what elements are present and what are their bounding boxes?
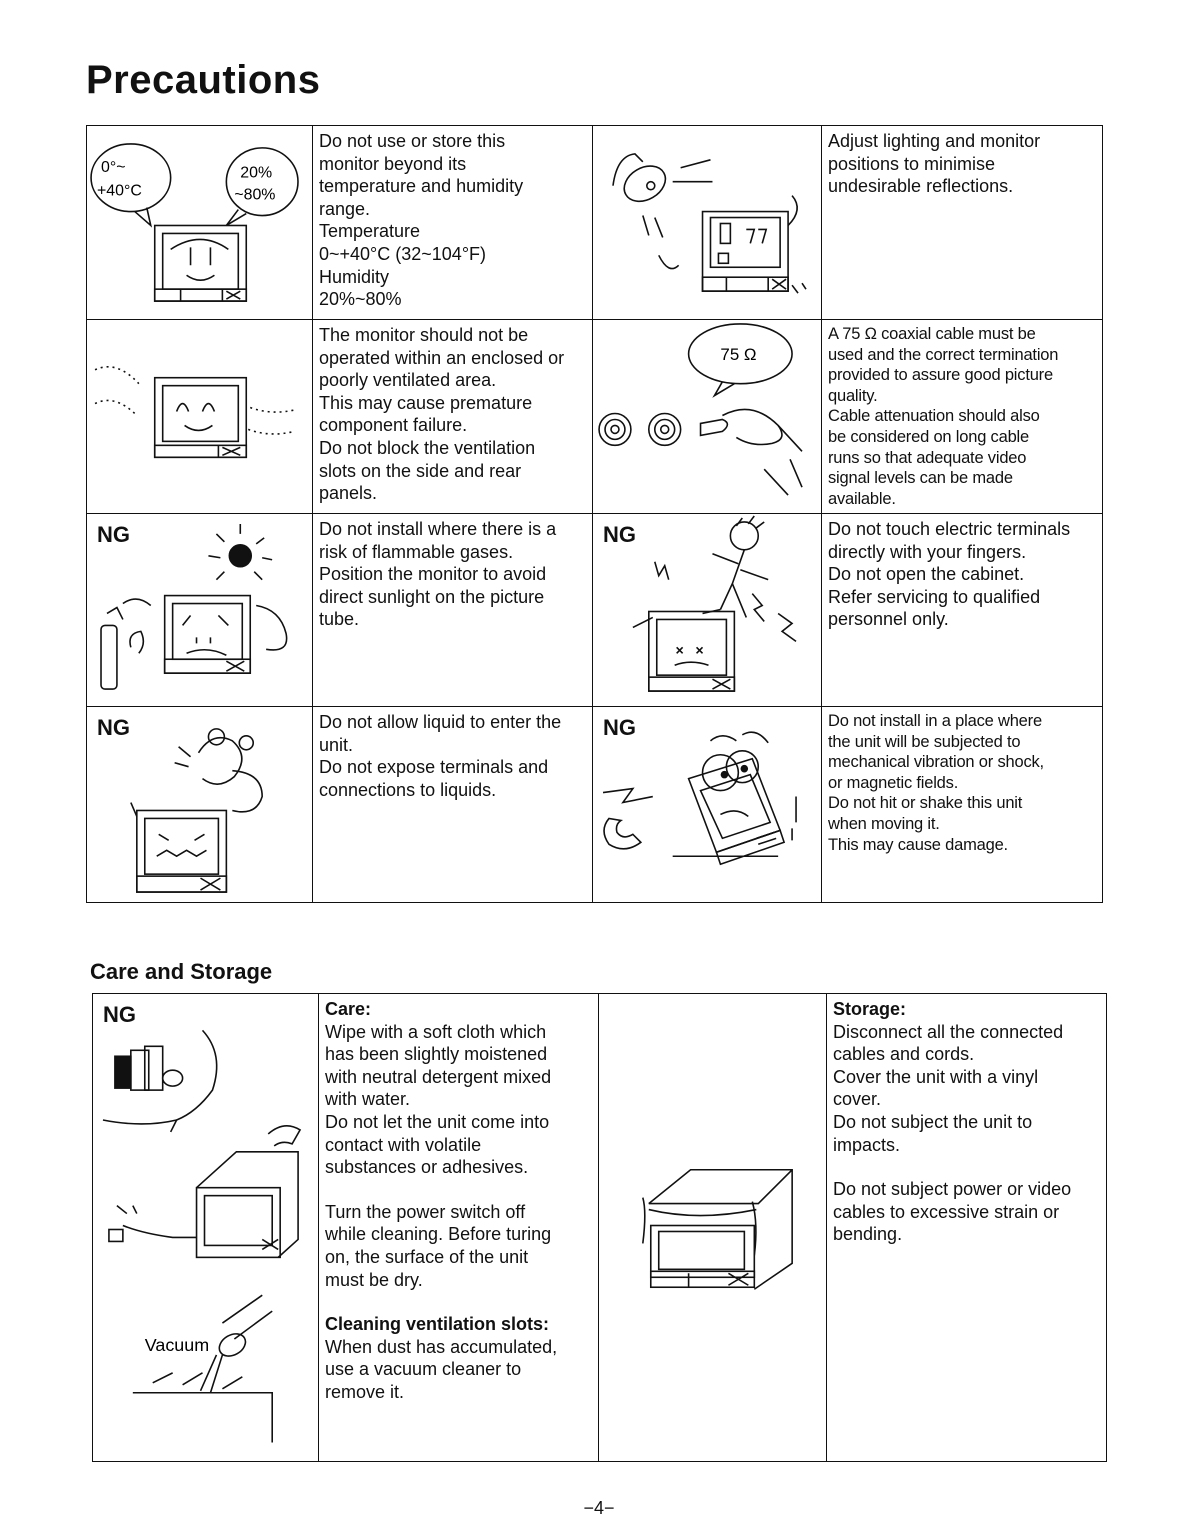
text-line: directly with your fingers. [828,541,1027,562]
text-line: This may cause premature [319,392,533,413]
text-line: runs so that adequate video [828,448,1027,467]
text-line: signal levels can be made [828,469,1013,488]
text-line: bending. [833,1224,903,1245]
text-line: Adjust lighting and monitor [828,131,1041,151]
ventilation-illustration-cell [87,320,313,514]
text-line: Do not use or store this [319,131,506,151]
ng-label: NG [103,1002,136,1027]
text-line: range. [319,198,371,219]
lamp-reflection-icon [593,126,821,319]
care-heading: Care: [325,999,372,1019]
text-line: on, the surface of the unit [325,1246,529,1267]
text-line: contact with volatile [325,1134,482,1155]
text-line: with water. [325,1089,411,1110]
storage-heading: Storage: [833,999,907,1019]
text-line: Do not block the ventilation [319,437,536,458]
text-line: poorly ventilated area. [319,370,497,391]
text-line: component failure. [319,415,468,436]
page-title: Precautions [86,58,321,102]
text-line: direct sunlight on the picture [319,586,545,607]
text-line: cover. [833,1089,882,1110]
ventilation-text-cell [313,320,593,514]
text-line: Do not subject the unit to [833,1111,1033,1132]
text-line: mechanical vibration or shock, [828,753,1044,772]
text-line: use a vacuum cleaner to [325,1359,522,1380]
text-line: Disconnect all the connected [833,1021,1064,1042]
text-line: Cable attenuation should also [828,407,1040,426]
sun-spray-monitor-icon [87,514,312,706]
text-line: Do not allow liquid to enter the [319,712,562,732]
text-line: This may cause damage. [828,835,1008,854]
text-line: or magnetic fields. [828,773,959,792]
text-line: used and the correct termination [828,345,1059,364]
text-line: substances or adhesives. [325,1157,529,1178]
vent-cleaning-heading: Cleaning ventilation slots: [325,1314,550,1335]
coax-illustration-cell [593,320,822,514]
coax-text-cell [822,320,1103,514]
page-number: −4− [583,1498,615,1518]
electric-shock-monitor-icon [593,514,821,706]
text-line: cables and cords. [833,1044,975,1065]
text-line: Humidity [319,266,390,287]
ng-label: NG [603,715,636,740]
coaxial-cable-icon [593,320,821,513]
humidity-bubble-line-2: ~80% [234,186,276,204]
vacuum-label: Vacuum [144,1334,210,1355]
vibration-illustration-cell [593,707,822,903]
electric-illustration-cell [593,514,822,707]
liquid-text-cell [313,707,593,903]
text-line: connections to liquids. [319,779,497,800]
ng-label: NG [97,522,130,547]
storage-text-cell [827,994,1107,1462]
care-storage-title: Care and Storage [90,959,273,984]
care-storage-table [92,993,1107,1462]
text-line: A 75 Ω coaxial cable must be [828,325,1036,343]
text-line: when moving it. [828,814,940,833]
text-line: Do not hit or shake this unit [828,794,1023,813]
text-line: with neutral detergent mixed [325,1066,552,1087]
text-line: positions to minimise [828,153,996,174]
magnet-vibration-monitor-icon [593,707,821,902]
care-illustration-cell [93,994,319,1462]
text-line: slots on the side and rear [319,460,522,481]
text-line: The monitor should not be [319,325,529,345]
text-line: be considered on long cable [828,427,1030,446]
text-line: Do not let the unit come into [325,1111,550,1132]
temperature-bubble-line-1: 0°~ [101,158,126,176]
care-text-cell [319,994,599,1462]
temperature-text-cell [313,126,593,320]
vibration-text-cell [822,707,1103,903]
text-line: must be dry. [325,1269,423,1290]
text-line: has been slightly moistened [325,1044,548,1065]
monitor-temperature-icon [87,126,312,319]
ng-label: NG [603,522,636,547]
text-line: remove it. [325,1381,405,1402]
text-line: quality. [828,386,878,405]
text-line: When dust has accumulated, [325,1336,558,1357]
electric-text-cell [822,514,1103,707]
lighting-illustration-cell [593,126,822,320]
text-line: Wipe with a soft cloth which [325,1021,547,1042]
text-line: Position the monitor to avoid [319,564,547,585]
text-line: tube. [319,609,360,630]
text-line: cables to excessive strain or [833,1201,1060,1222]
liquid-illustration-cell [87,707,313,903]
temperature-illustration-cell [87,126,313,320]
humidity-bubble-line-1: 20% [240,164,273,182]
text-line: available. [828,489,896,508]
text-line: panels. [319,483,378,504]
text-line: monitor beyond its [319,153,467,174]
care-cleaning-icon [93,994,318,1461]
text-line: Do not subject power or video [833,1179,1072,1200]
text-line: personnel only. [828,609,949,630]
text-line: unit. [319,734,354,755]
storage-illustration-cell [599,994,827,1462]
flammable-illustration-cell [87,514,313,707]
text-line: Do not expose terminals and [319,757,549,778]
text-line: operated within an enclosed or [319,347,565,368]
text-line: Cover the unit with a vinyl [833,1066,1039,1087]
text-line: the unit will be subjected to [828,732,1021,751]
text-line: Do not touch electric terminals [828,519,1071,539]
ng-label: NG [97,715,130,740]
text-line: risk of flammable gases. [319,541,514,562]
liquid-spill-monitor-icon [87,707,312,902]
text-line: Do not install in a place where [828,712,1042,730]
text-line: 20%~80% [319,289,402,310]
text-line: provided to assure good picture [828,366,1053,385]
text-line: Turn the power switch off [325,1201,526,1222]
impedance-bubble-text: 75 Ω [720,344,757,364]
temperature-bubble-line-2: +40°C [97,182,142,200]
text-line: Do not install where there is a [319,519,557,539]
precautions-table [86,125,1103,903]
text-line: temperature and humidity [319,176,524,197]
text-line: while cleaning. Before turing [325,1224,552,1245]
text-line: Temperature [319,221,421,242]
text-line: undesirable reflections. [828,176,1014,197]
text-line: impacts. [833,1134,901,1155]
text-line: 0~+40°C (32~104°F) [319,243,487,264]
text-line: Do not open the cabinet. [828,564,1025,585]
covered-monitor-icon [599,994,826,1461]
flammable-text-cell [313,514,593,707]
monitor-ventilation-icon [87,320,312,513]
lighting-text-cell [822,126,1103,320]
text-line: Refer servicing to qualified [828,586,1041,607]
